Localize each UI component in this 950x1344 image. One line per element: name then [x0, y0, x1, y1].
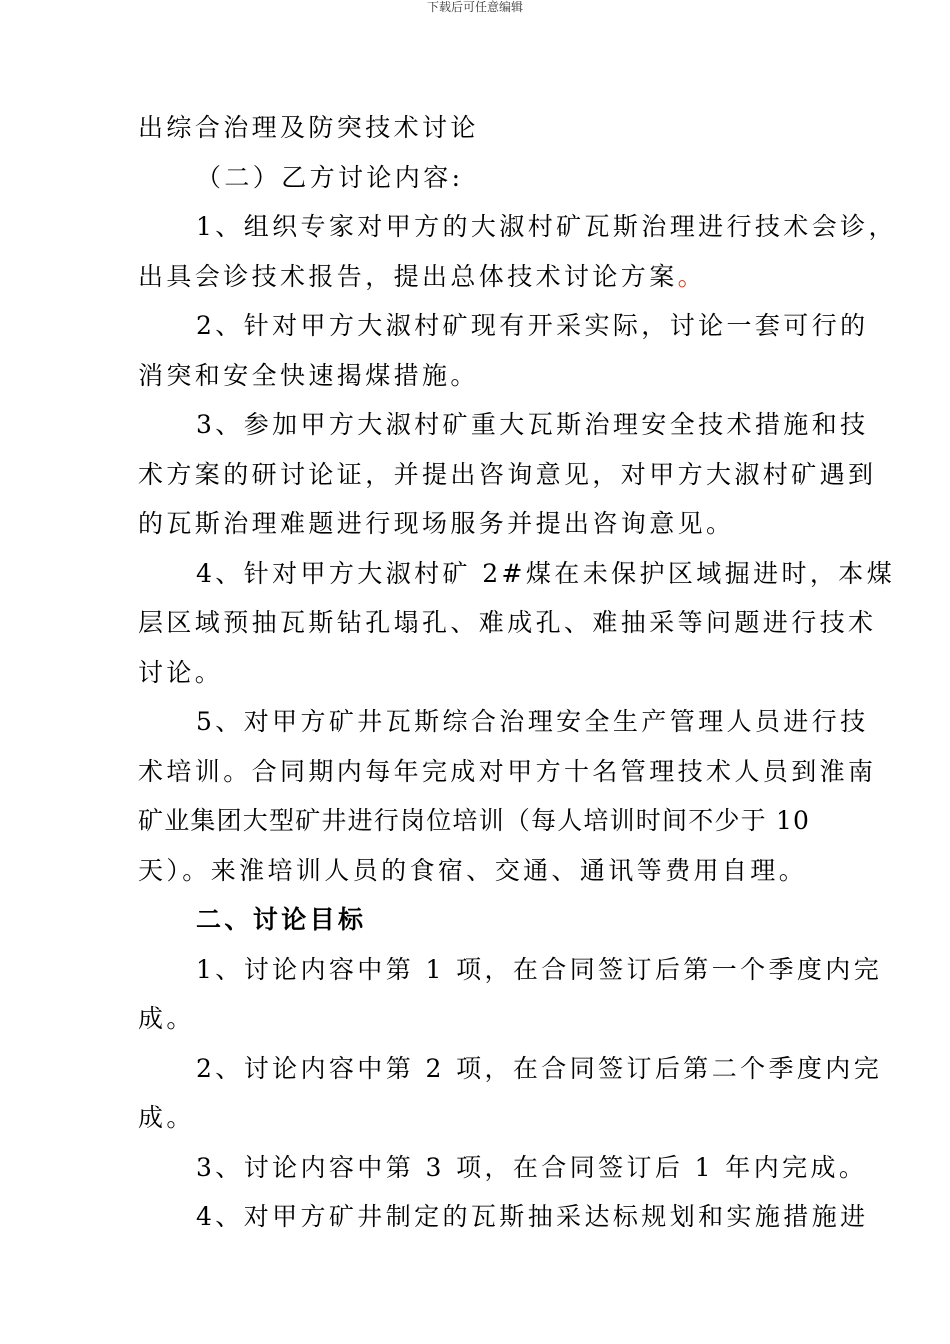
- paragraph-line: 讨论。: [138, 657, 224, 687]
- paragraph-line: 4、针对甲方大淑村矿 2#煤在未保护区域掘进时，本煤: [196, 558, 896, 588]
- paragraph-line: 2、针对甲方大淑村矿现有开采实际，讨论一套可行的: [196, 311, 869, 340]
- paragraph-line: 2、讨论内容中第 2 项，在合同签订后第二个季度内完: [196, 1053, 883, 1083]
- section-heading: （二）乙方讨论内容:: [196, 162, 464, 192]
- paragraph-line: 5、对甲方矿井瓦斯综合治理安全生产管理人员进行技: [196, 707, 869, 736]
- paragraph-line: 出综合治理及防突技术讨论: [138, 113, 479, 142]
- paragraph-line: 术方案的研讨论证，并提出咨询意见，对甲方大淑村矿遇到: [138, 459, 877, 489]
- paragraph-line: 的瓦斯治理难题进行现场服务并提出咨询意见。: [138, 509, 735, 538]
- paragraph-line: 3、参加甲方大淑村矿重大瓦斯治理安全技术措施和技: [196, 410, 869, 439]
- paragraph-line: 成。: [138, 1004, 195, 1033]
- paragraph-line: 4、对甲方矿井制定的瓦斯抽采达标规划和实施措施进: [196, 1202, 869, 1231]
- paragraph-line: 层区域预抽瓦斯钻孔塌孔、难成孔、难抽采等问题进行技术: [138, 608, 877, 637]
- section-heading: 二、讨论目标: [196, 905, 367, 934]
- paragraph-line: [138, 252, 818, 302]
- paragraph-line: 3、讨论内容中第 3 项，在合同签订后 1 年内完成。: [196, 1152, 868, 1182]
- paragraph-line: 矿业集团大型矿井进行岗位培训（每人培训时间不少于 10: [138, 806, 811, 835]
- paragraph-line: 消突和安全快速揭煤措施。: [138, 360, 479, 390]
- document-body: [138, 103, 897, 1242]
- paragraph-line: 天）。来淮培训人员的食宿、交通、通讯等费用自理。: [138, 855, 808, 885]
- paragraph-line: 1、组织专家对甲方的大淑村矿瓦斯治理进行技术会诊，: [196, 212, 897, 241]
- paragraph-line: 成。: [138, 1103, 195, 1132]
- line-text: 出具会诊技术报告，提出总体技术讨论方案: [138, 261, 678, 291]
- page-header: 下载后可任意编辑: [426, 0, 523, 14]
- red-period: 。: [677, 261, 707, 291]
- paragraph-line: 1、讨论内容中第 1 项，在合同签订后第一个季度内完: [196, 954, 883, 984]
- paragraph-line: 术培训。合同期内每年完成对甲方十名管理技术人员到淮南: [138, 756, 877, 786]
